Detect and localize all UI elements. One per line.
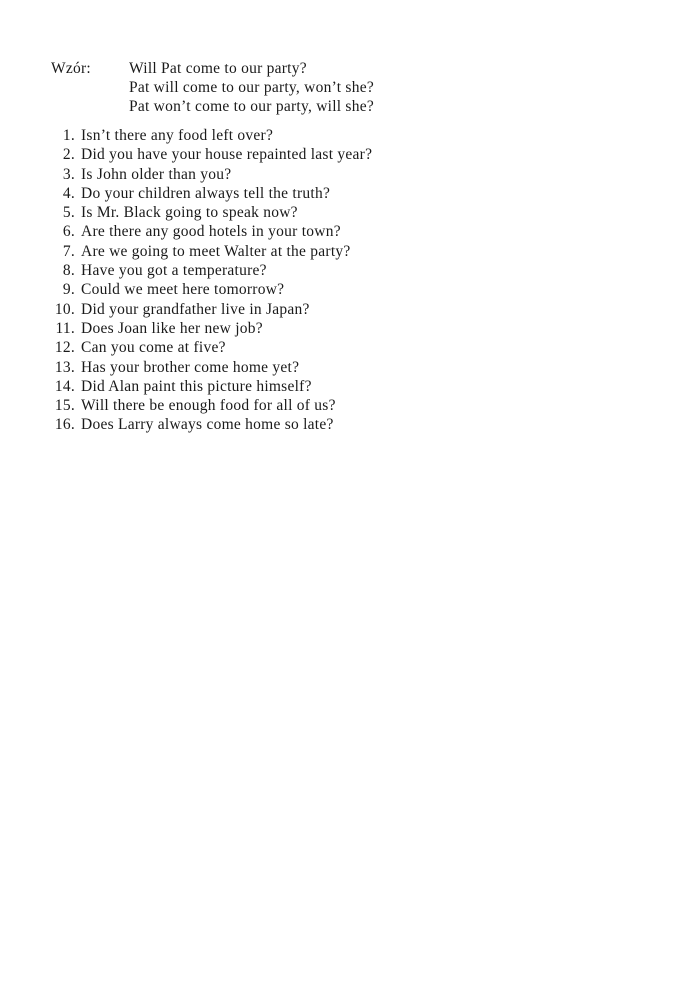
question-item	[51, 203, 471, 222]
question-item	[51, 280, 471, 299]
question-text: Did your grandfather live in Japan?	[81, 300, 310, 318]
question-item	[51, 261, 471, 280]
question-item	[51, 338, 471, 357]
question-text: Could we meet here tomorrow?	[81, 281, 285, 299]
question-text: Are we going to meet Walter at the party?	[81, 242, 351, 260]
question-number: 4.	[62, 184, 75, 202]
question-list	[51, 126, 471, 435]
question-number: 6.	[62, 223, 75, 241]
question-item	[51, 165, 471, 184]
question-item	[51, 415, 471, 434]
question-number: 11.	[55, 319, 75, 337]
question-text: Does Larry always come home so late?	[81, 416, 334, 434]
question-item	[51, 145, 471, 164]
question-text: Is John older than you?	[81, 165, 232, 183]
question-number: 12.	[54, 339, 75, 357]
pattern-line: Pat won’t come to our party, will she?	[129, 98, 374, 115]
pattern-line: Pat will come to our party, won’t she?	[129, 79, 374, 96]
question-item	[51, 222, 471, 241]
question-number: 14.	[54, 377, 75, 395]
question-number: 15.	[54, 397, 75, 415]
question-number: 9.	[62, 281, 75, 299]
question-number: 5.	[62, 204, 75, 222]
question-text: Are there any good hotels in your town?	[81, 223, 341, 241]
question-text: Did Alan paint this picture himself?	[81, 377, 312, 395]
question-item	[51, 126, 471, 145]
question-number: 7.	[62, 242, 75, 260]
question-item	[51, 319, 471, 338]
question-text: Isn’t there any food left over?	[81, 127, 274, 144]
question-number: 16.	[54, 416, 75, 434]
pattern-line: Will Pat come to our party?	[129, 60, 307, 77]
question-number: 1.	[62, 127, 75, 144]
pattern-label: Wzór:	[51, 60, 91, 77]
question-item	[51, 358, 471, 377]
question-number: 8.	[62, 262, 75, 280]
question-text: Can you come at five?	[81, 339, 226, 357]
question-number: 10.	[54, 300, 75, 318]
question-text: Has your brother come home yet?	[81, 358, 300, 376]
question-text: Did you have your house repainted last year?	[81, 146, 373, 164]
question-text: Does Joan like her new job?	[81, 319, 263, 337]
pattern-lines	[129, 59, 374, 116]
question-number: 13.	[54, 358, 75, 376]
question-text: Do your children always tell the truth?	[81, 184, 331, 202]
question-text: Have you got a temperature?	[81, 262, 267, 280]
question-item	[51, 377, 471, 396]
question-number: 3.	[62, 165, 75, 183]
question-text: Will there be enough food for all of us?	[81, 397, 336, 415]
question-number: 2.	[62, 146, 75, 164]
question-item	[51, 242, 471, 261]
question-item	[51, 184, 471, 203]
question-item	[51, 300, 471, 319]
question-text: Is Mr. Black going to speak now?	[81, 204, 298, 222]
question-item	[51, 396, 471, 415]
